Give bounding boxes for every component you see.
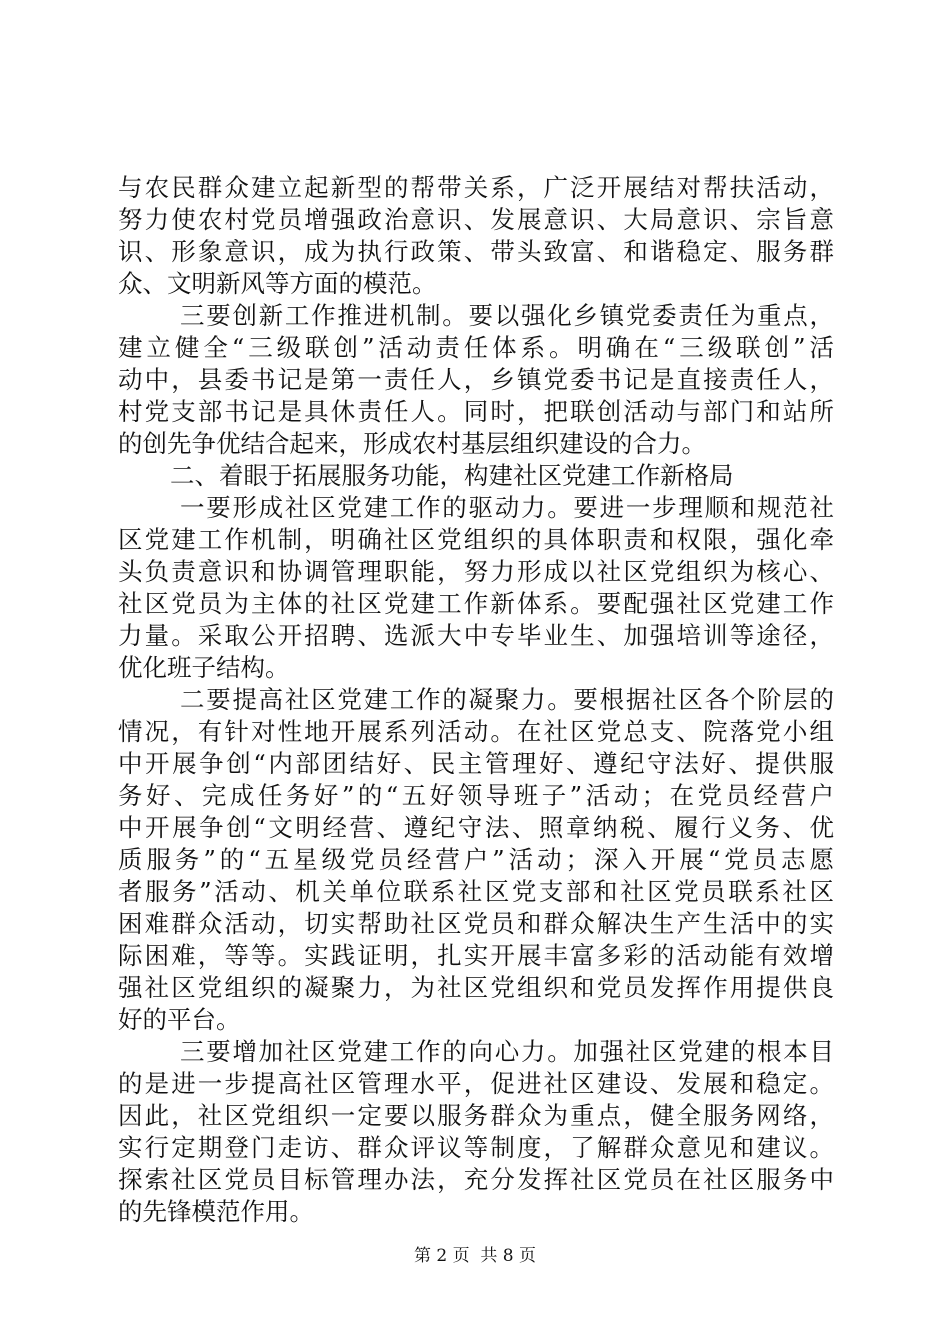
paragraph-first-line: 二要提高社区党建工作的凝聚力。要根据社区各个阶层的 [180, 685, 834, 714]
text-line: 因此，社区党组织一定要以服务群众为重点，健全服务网络， [118, 1101, 834, 1130]
paragraph-first-line: 三要创新工作推进机制。要以强化乡镇党委责任为重点， [180, 301, 834, 330]
text-line: 情况，有针对性地开展系列活动。在社区党总支、院落党小组 [118, 717, 834, 746]
text-line: 好的平台。 [118, 1005, 241, 1034]
text-line: 与农民群众建立起新型的帮带关系，广泛开展结对帮扶活动， [118, 173, 834, 202]
text-line: 识、形象意识，成为执行政策、带头致富、和谐稳定、服务群 [118, 237, 834, 266]
text-line: 建立健全“三级联创”活动责任体系。明确在“三级联创”活 [118, 333, 834, 362]
text-line: 际困难，等等。实践证明，扎实开展丰富多彩的活动能有效增 [118, 941, 834, 970]
text-line: 探索社区党员目标管理办法，充分发挥社区党员在社区服务中 [118, 1165, 834, 1194]
text-line: 务好、完成任务好”的“五好领导班子”活动；在党员经营户 [118, 781, 834, 810]
text-line: 的是进一步提高社区管理水平，促进社区建设、发展和稳定。 [118, 1069, 834, 1098]
text-line: 中开展争创“内部团结好、民主管理好、遵纪守法好、提供服 [118, 749, 834, 778]
text-line: 的先锋模范作用。 [118, 1197, 314, 1226]
text-line: 强社区党组织的凝聚力，为社区党组织和党员发挥作用提供良 [118, 973, 834, 1002]
text-line: 众、文明新风等方面的模范。 [118, 269, 437, 298]
text-line: 努力使农村党员增强政治意识、发展意识、大局意识、宗旨意 [118, 205, 834, 234]
text-line: 村党支部书记是具休责任人。同时，把联创活动与部门和站所 [118, 397, 834, 426]
text-line: 困难群众活动，切实帮助社区党员和群众解决生产生活中的实 [118, 909, 834, 938]
text-line: 中开展争创“文明经营、遵纪守法、照章纳税、履行义务、优 [118, 813, 834, 842]
text-line: 头负责意识和协调管理职能，努力形成以社区党组织为核心、 [118, 557, 834, 586]
paragraph-first-line: 一要形成社区党建工作的驱动力。要进一步理顺和规范社 [180, 493, 834, 522]
text-line: 优化班子结构。 [118, 653, 290, 682]
text-line: 实行定期登门走访、群众评议等制度，了解群众意见和建议。 [118, 1133, 834, 1162]
page-footer: 第 2 页 共 8 页 [413, 1246, 537, 1266]
paragraph-first-line: 三要增加社区党建工作的向心力。加强社区党建的根本目 [180, 1037, 834, 1066]
text-line: 的创先争优结合起来，形成农村基层组织建设的合力。 [118, 429, 706, 458]
text-line: 区党建工作机制，明确社区党组织的具体职责和权限，强化牵 [118, 525, 834, 554]
text-line: 质服务”的“五星级党员经营户”活动；深入开展“党员志愿 [118, 845, 834, 874]
text-line: 动中，县委书记是第一责任人，乡镇党委书记是直接责任人， [118, 365, 834, 394]
text-line: 者服务”活动、机关单位联系社区党支部和社区党员联系社区 [118, 877, 834, 906]
section-heading: 二、着眼于拓展服务功能，构建社区党建工作新格局 [170, 461, 734, 490]
document-body [118, 172, 834, 1228]
text-line: 力量。采取公开招聘、选派大中专毕业生、加强培训等途径， [118, 621, 834, 650]
text-line: 社区党员为主体的社区党建工作新体系。要配强社区党建工作 [118, 589, 834, 618]
